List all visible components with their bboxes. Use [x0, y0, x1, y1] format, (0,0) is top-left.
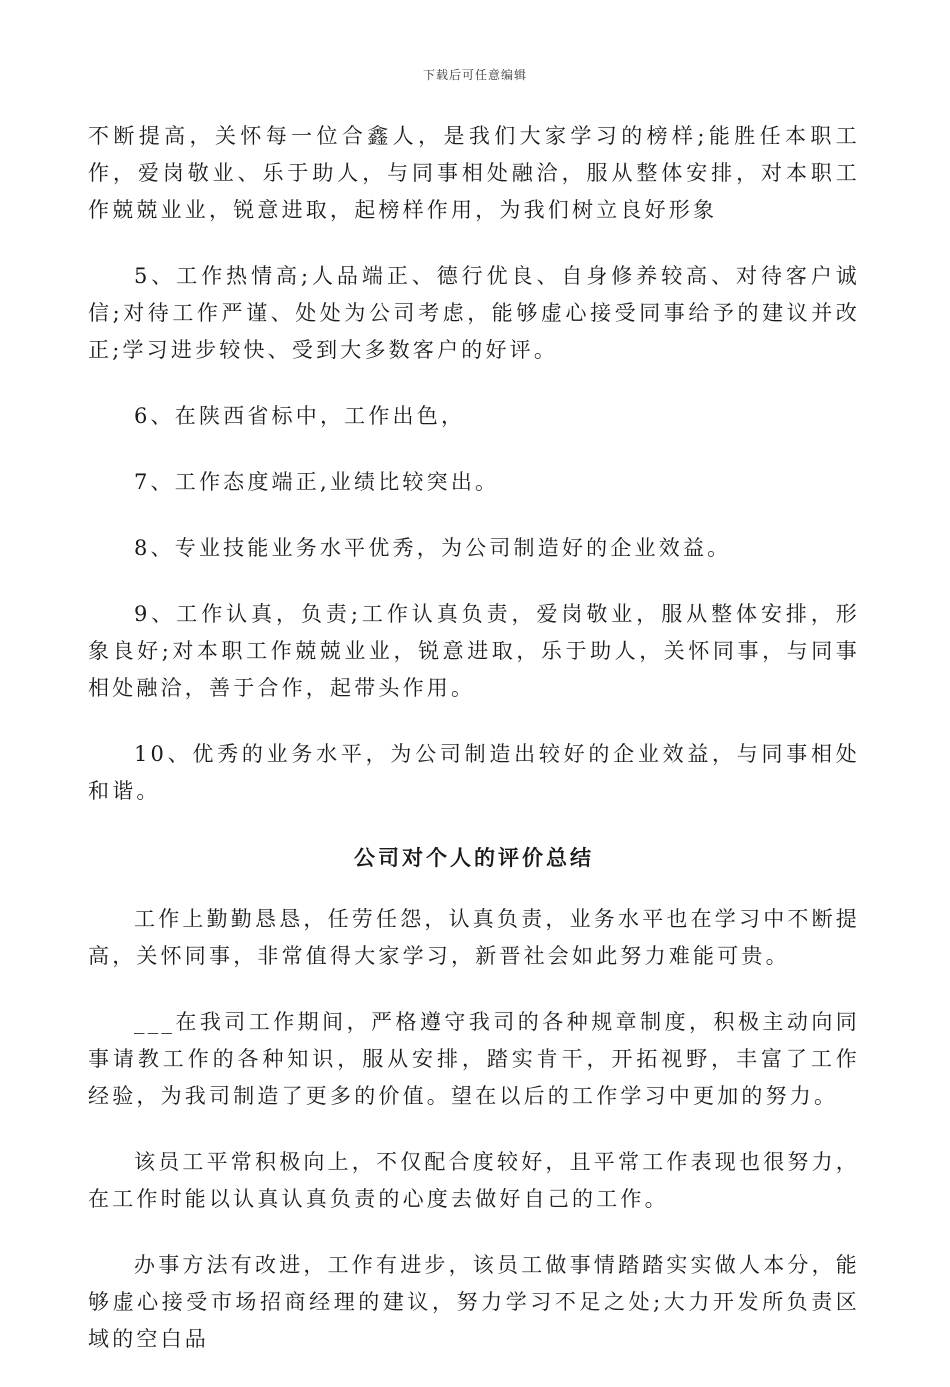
- paragraph-evaluation-3: 该员工平常积极向上，不仅配合度较好，且平常工作表现也很努力，在工作时能以认真认真负责的心度去做好自己的工作。: [88, 1150, 860, 1211]
- document-body: [88, 118, 860, 1387]
- paragraph-item-7: 7、工作态度端正,业绩比较突出。: [134, 470, 500, 494]
- paragraph-evaluation-1: 工作上勤勤恳恳，任劳任怨，认真负责，业务水平也在学习中不断提高，关怀同事，非常值得大家学习，新晋社会如此努力难能可贵。: [88, 907, 860, 968]
- paragraph-item-8: 8、专业技能业务水平优秀，为公司制造好的企业效益。: [134, 536, 732, 560]
- paragraph-evaluation-2: ___在我司工作期间，严格遵守我司的各种规章制度，积极主动向同事请教工作的各种知识，服从安排，踏实肯干，开拓视野，丰富了工作经验，为我司制造了更多的价值。望在以后的工作学习中更加的努力。: [88, 1010, 860, 1108]
- paragraph-evaluation-4: 办事方法有改进，工作有进步，该员工做事情踏踏实实做人本分，能够虚心接受市场招商经理的建议，努力学习不足之处;大力开发所负责区域的空白品: [88, 1253, 860, 1351]
- section-title: 公司对个人的评价总结: [354, 845, 594, 870]
- paragraph-item-5: 5、工作热情高;人品端正、德行优良、自身修养较高、对待客户诚信;对待工作严谨、处处为公司考虑，能够虚心接受同事给予的建议并改正;学习进步较快、受到大多数客户的好评。: [88, 264, 860, 362]
- paragraph-item-9: 9、工作认真，负责;工作认真负责，爱岗敬业，服从整体安排，形象良好;对本职工作兢兢业业，锐意进取，乐于助人，关怀同事，与同事相处融洽，善于合作，起带头作用。: [88, 602, 860, 700]
- paragraph-item-6: 6、在陕西省标中，工作出色，: [134, 404, 466, 428]
- paragraph-continued: 不断提高，关怀每一位合鑫人，是我们大家学习的榜样;能胜任本职工作，爱岗敬业、乐于助人，与同事相处融洽，服从整体安排，对本职工作兢兢业业，锐意进取，起榜样作用，为我们树立良好形象: [88, 124, 860, 222]
- page-header: 下载后可任意编辑: [422, 68, 527, 82]
- paragraph-item-10: 10、优秀的业务水平，为公司制造出较好的企业效益，与同事相处和谐。: [88, 742, 860, 803]
